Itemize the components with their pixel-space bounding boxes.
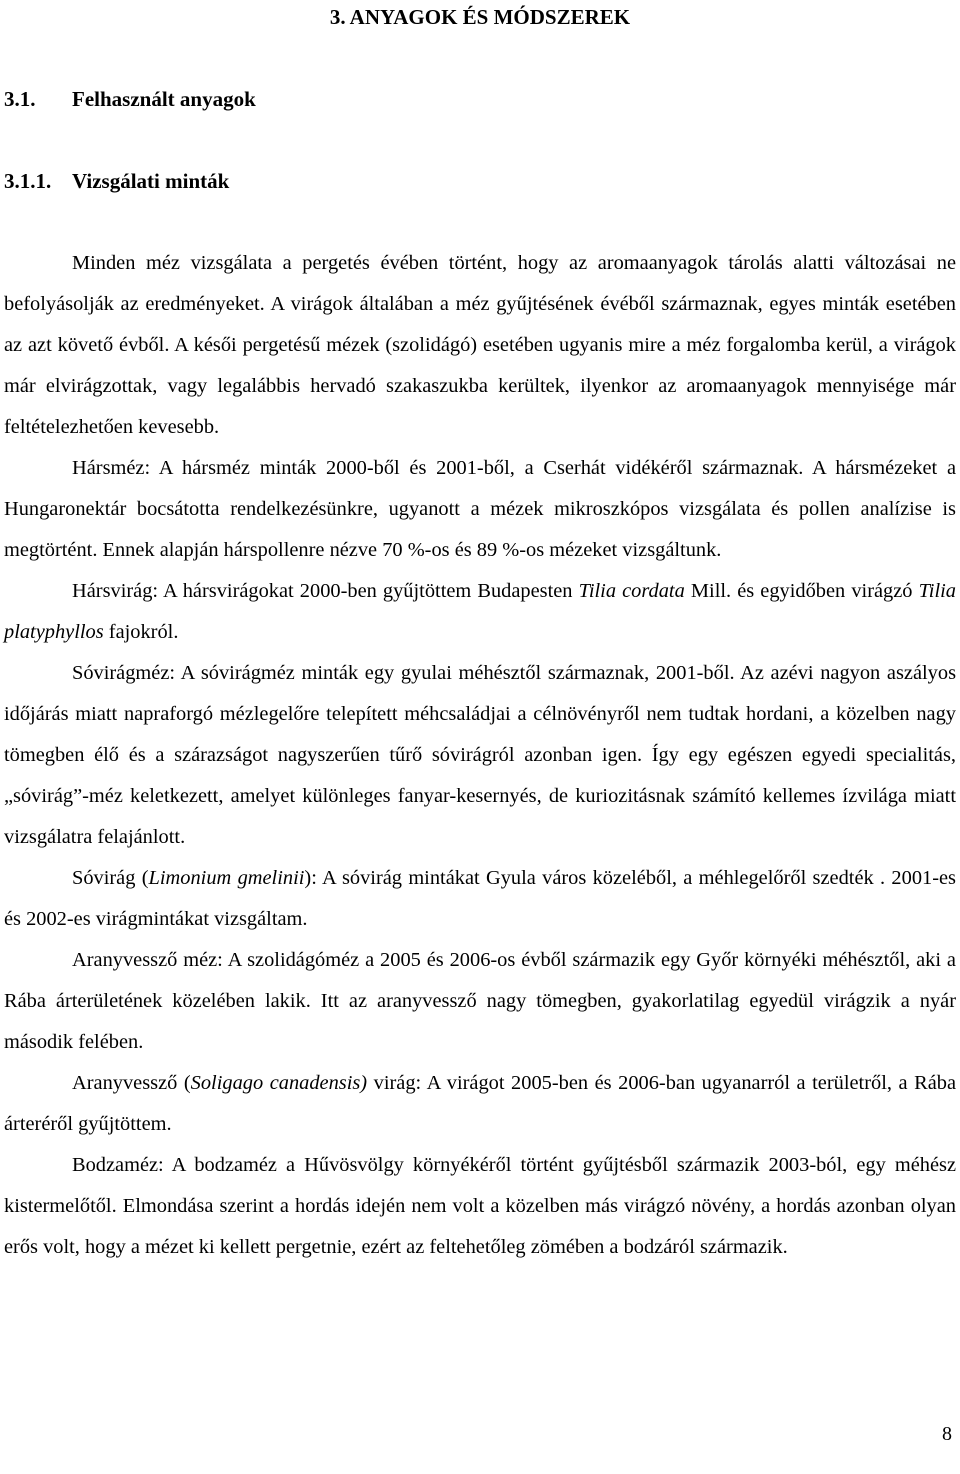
paragraph-sovirag <box>4 858 956 940</box>
species-name: Limonium gmelinii <box>148 867 305 889</box>
page-number: 8 <box>942 1423 952 1445</box>
text-run: fajokról. <box>103 621 179 643</box>
text-run: Sóvirág ( <box>72 867 149 889</box>
chapter-heading: 3. ANYAGOK ÉS MÓDSZEREK <box>329 5 631 29</box>
subsection-number: 3.1.1. <box>4 169 52 193</box>
species-name: Tilia cordata <box>578 580 685 602</box>
paragraph-harsmez: Hársméz: A hársméz minták 2000-ből és 2001-ből, a Cserhát vidékéről származnak. A hársmézeket a Hungaronektár bocsátotta rendelkezésünkre, ugyanott a mézek mikroszkópos vizsgálata és pollen analízise is megtörtént. Ennek alapján hárspollenre nézve 70 %-os és 89 %-os mézeket vizsgáltunk. <box>4 457 956 561</box>
text-run: ): A sóvirág mintákat Gyula város közeléből, a méhlegelőről szedték . 2001-es és 2002-es virágmintákat vizsgáltam. <box>4 867 956 930</box>
text-run: Hársvirág: A hársvirágokat 2000-ben gyűjtöttem Budapesten <box>72 580 579 602</box>
text-run: virág: A virágot 2005-ben és 2006-ban ugyanarról a területről, a Rába árteréről gyűjtöttem. <box>4 1072 956 1135</box>
species-name: Soligago canadensis) <box>190 1072 368 1094</box>
paragraph-soviragmez: Sóvirágméz: A sóvirágméz minták egy gyulai méhésztől származnak, 2001-ből. Az azévi nagyon aszályos időjárás miatt napraforgó mézlegelőre telepített méhcsaládjai a célnövényről nem tudtak hordani, a közelben nagy tömegben élő és a szárazságot nagyszerűen tűrő sóvirágról azonban igen. Így egy egészen egyedi specialitás, „sóvirág”-méz keletkezett, amelyet különleges fanyar-kesernyés, de kuriozitásnak számító kellemes ízvilága miatt vizsgálatra felajánlott. <box>4 662 956 848</box>
text-run: Mill. és egyidőben virágzó <box>684 580 919 602</box>
subsection-heading <box>4 166 229 196</box>
paragraph-aranyvesszo-virag <box>4 1063 956 1145</box>
paragraph-bodzamez: Bodzaméz: A bodzaméz a Hűvösvölgy környékéről történt gyűjtésből származik 2003-ból, egy méhész kistermelőtől. Elmondása szerint a hordás idején nem volt a közelben más virágzó növény, a hordás azonban olyan erős volt, hogy a mézet ki kellett pergetnie, ezért az feltehetőleg zömében a bodzáról származik. <box>4 1154 956 1258</box>
body-text <box>4 243 956 1268</box>
subsection-title: Vizsgálati minták <box>72 169 230 193</box>
species-name: Tilia platyphyllos <box>4 580 956 643</box>
paragraph-intro: Minden méz vizsgálata a pergetés évében történt, hogy az aromaanyagok tárolás alatti változásai ne befolyásolják az eredményeket. A virágok általában a méz gyűjtésének évéből származnak, egyes minták esetében az azt követő évből. A késői pergetésű mézek (szolidágó) esetében ugyanis mire a méz forgalomba kerül, a virágok már elvirágzottak, vagy legalábbis hervadó szakaszukba kerültek, ilyenkor az aromaanyagok mennyisége már feltételezhetően kevesebb. <box>4 252 956 438</box>
section-title: Felhasznált anyagok <box>72 87 256 111</box>
section-heading <box>4 84 256 114</box>
paragraph-aranyvesszo-mez: Aranyvessző méz: A szolidágóméz a 2005 és 2006-os évből származik egy Győr környéki méhésztől, aki a Rába árterületének közelében lakik. Itt az aranyvessző nagy tömegben, gyakorlatilag egyedül virágzik a nyár második felében. <box>4 949 956 1053</box>
section-number: 3.1. <box>4 87 36 111</box>
text-run: Aranyvessző ( <box>72 1072 191 1094</box>
paragraph-harsvirag <box>4 571 956 653</box>
